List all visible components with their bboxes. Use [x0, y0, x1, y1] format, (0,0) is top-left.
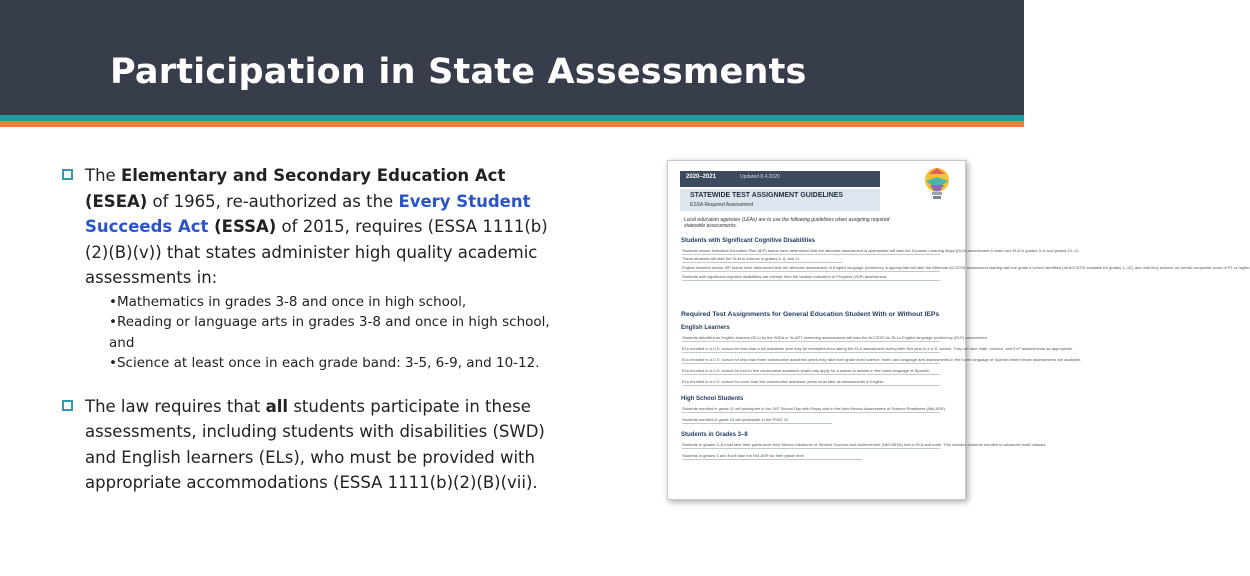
doc-year: 2020–2021 [686, 174, 717, 180]
list-item: •Science at least once in each grade band: 3-5, 6-9, and 10-12. [109, 355, 540, 371]
checkbox-bullet-icon [62, 169, 73, 180]
all-term: all [265, 396, 289, 416]
checkbox-bullet-icon [62, 400, 73, 411]
doc-line: Students in grades 5 and 8 will take the NM-ASR for their grade level. [682, 453, 862, 460]
bullet-law [62, 394, 562, 496]
doc-line: Students with significant cognitive disabilities are exempt from the Istation Indicators of Progress (ISIP) assessment. [682, 274, 940, 281]
essa-link: Every Student Succeeds Act [85, 191, 531, 236]
doc-line: These students will take the DLM in science in grades 5, 8, and 11. [682, 256, 842, 263]
doc-intro: Local education agencies (LEAs) are to use the following guidelines when assigning required statewide assessments. [684, 217, 890, 229]
lightbulb-icon [920, 165, 954, 203]
text: The [85, 166, 121, 185]
divider-orange [0, 121, 1024, 127]
doc-section-heading: Students with Significant Cognitive Disabilities [681, 238, 816, 244]
list-item: •Mathematics in grades 3-8 and once in high school, [109, 293, 467, 310]
page-title: Participation in State Assessments [110, 52, 807, 92]
doc-line: ELs enrolled in a U.S. school for four to five consecutive academic years may apply for a waiver to assess in the home language of Spanish. [682, 368, 940, 375]
doc-line: Students in grades 3–8 must take their grade-level New Mexico Measures of Student Success and Achievement (NM-MSSA) test in ELA and math. This includes students enrolled in advanced math classes. [682, 442, 1047, 447]
slide-body [62, 163, 562, 496]
subject-list [109, 292, 562, 374]
doc-line: Students enrolled in grade 10 will participate in the PSAT 10. [682, 417, 832, 424]
text: of 1965, re-authorized as the [147, 191, 399, 211]
bullet-esea [62, 163, 562, 374]
text: The law requires that [85, 396, 266, 416]
list-item: •Reading or language arts in grades 3-8 and once in high school, [109, 314, 550, 330]
text: students participate in these assessments, including students with disabilities (SWD) and English learners (ELs), who must be provided with appropriate accommodations (ESSA 1111(b)(2)(B)(vii). [85, 396, 545, 492]
doc-section-heading: English Learners [681, 325, 730, 331]
doc-section-heading: Required Test Assignments for General Education Student With or Without IEPs [681, 311, 940, 318]
doc-subheading: ESSA Required Assessment [690, 202, 754, 208]
guidelines-document-thumbnail [667, 160, 1250, 500]
doc-updated: Updated 8.4.2020 [740, 174, 780, 180]
doc-line: English learners whose IEP teams have determined that the alternate assessment of English language proficiency is appropriate will take the Alternate ACCESS assessment starting with the grade in which identified (all-ACCESS available for grades 1–12), and until they achieve an overall composite score of P1 or higher. [682, 265, 1250, 270]
doc-line: ELs enrolled in a U.S. school for less than three consecutive academic years may take their grade level science, math, and language arts assessments in the home language of Spanish where those assessments are available. [682, 357, 1082, 362]
list-item: and [109, 334, 135, 351]
doc-heading: STATEWIDE TEST ASSIGNMENT GUIDELINES [690, 192, 844, 199]
doc-section-heading: High School Students [681, 396, 744, 402]
text: of 2015, requires (ESSA 1111(b)(2)(B)(v)) that states administer high quality academic assessments in: [85, 217, 548, 287]
doc-section-heading: Students in Grades 3–8 [681, 432, 748, 438]
doc-line: Students identified as English learners (ELs) by the WIDA or W-APT screening assessments will take the ACCESS for ELLs English language proficiency (ELP) assessment. [682, 335, 988, 340]
doc-line: ELs enrolled in a U.S. school for more than five consecutive academic years must take all assessments in English. [682, 379, 940, 386]
doc-line: Students enrolled in grade 11 will participate in the SAT School Day with Essay and in the New Mexico Assessment of Science Readiness (NM-ASR). [682, 406, 947, 411]
title-bar [0, 0, 1024, 115]
doc-line: Students whose Individual Education Plan (IEP) teams have determined that the alternate assessment is appropriate will take the Dynamic Learning Maps (DLM) assessment in math and ELA in grades 3–8 and grades 10–11. [682, 248, 1080, 253]
doc-line: ELs enrolled in a U.S. school for less than a full academic year may be exempted from taking the ELA assessment during their first year in a U.S. school. They will take math, science, and ELP assessments as appropriate. [682, 346, 1073, 351]
essa-abbr: (ESSA) [208, 217, 277, 236]
esea-term: Elementary and Secondary Education Act (ESEA) [85, 166, 506, 211]
